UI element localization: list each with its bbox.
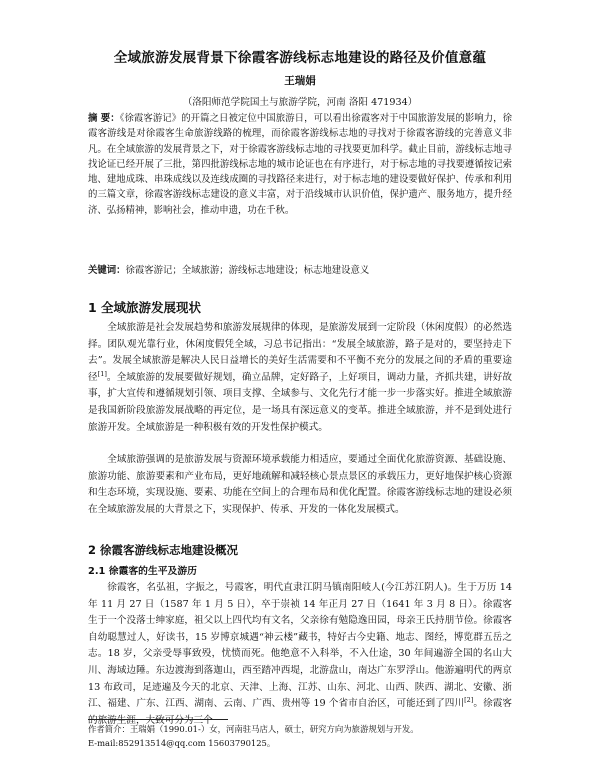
footnote-divider [88,719,228,720]
author-footnote [88,723,528,750]
abstract [88,111,512,218]
keywords [88,263,512,278]
paragraph-text: 全域旅游是社会发展趋势和旅游发展规律的体现，是旅游发展到一定阶段（休闲度假）的必然选择。团队观光靠行业，休闲度假凭全域，习总书记指出：“发展全域旅游，路子是对的，要坚持走下去”。发展全域旅游是解决人民日益增长的美好生活需要和不平衡不充分的发展之间的矛盾的重要途径 [88,322,512,383]
abstract-text: 《徐霞客游记》的开篇之日被定位中国旅游日，可以看出徐霞客对于中国旅游发展的影响力，徐霞客游线是对徐霞客生命旅游线路的梳理，而徐霞客游线标志地的寻找对于徐霞客游线的完善意义非凡。在全域旅游的发展背景之下，对于徐霞客游线标志地的寻找要更加科学。截止目前，游线标志地寻找论证已经开展了三批，第四批游线标志地的城市论证也在有序进行，对于标志地的寻找要遵循按记索地、建地成珠、串珠成线以及连线成圈的寻找路径来进行，对于标志地的建设要做好保护、传承和利用的三篇文章，徐霞客游线标志建设的意义丰富，对于沿线城市认识价值，保护遗产、服务地方，提升经济、弘扬精神，影响社会，推动申遗，功在千秋。 [88,113,513,216]
paragraph-text: 。全域旅游的发展要做好规划，确立品牌，定好路子，上好项目，调动力量，齐抓共建，讲好故事，扩大宣传和遵循规划引领、项目支撑、全域参与、文化先行才能一步一步落实好。推进全域旅游是我国新阶段旅游发展战略的再定位，是一场具有深远意义的变革。推进全域旅游，并不是到处进行旅游开发。全域旅游是一种积极有效的开发性保护模式。 [88,371,513,433]
subsection-2-1-heading: 2.1 徐霞客的生平及游历 [88,566,197,577]
section-1-paragraph-1 [88,320,512,436]
paragraph-text: 徐霞客，名弘祖，字振之，号霞客，明代直隶江阴马镇南阳岐人(今江苏江阴人)。生于万历 14 年 11 月 27 日（1587 年 1 月 5 日），卒于崇祯 14 年正月 27 日（1641 年 3 月 8 日）。徐霞客生于一个没落士绅家庭，祖父以上四代均有文名，父亲徐有勉隐逸田园，母亲王氏持朋节俭。徐霞客自幼聪慧过人，好读书，15 岁博京城遇“神云楼”藏书，特好古今史籍、地志、图经，博览群五岳之志。18 岁，父亲受辱事致殁，忧愤而死。他绝意不入科举，不入仕途，30 年间遍游全国的名山大川、海域边陲。东边渡海到落迦山，西至踏冲西堤，北游盘山，南达广东罗浮山。他游遍明代的两京 13 布政司，足迹遍及今天的北京、天津、上海、江苏、山东、河北、山西、陕西、湖北、安徽、浙江、福建、广东、江西、湖南、云南、广西、贵州等 19 个省市自治区，可能还到了四川 [88,582,512,710]
section-2-paragraph-1 [88,580,512,729]
section-1-heading: 1 全域旅游发展现状 [88,300,202,315]
section-1-paragraph-2: 全域旅游强调的是旅游发展与资源环境承载能力相适应，要通过全面优化旅游资源、基础设施、旅游功能、旅游要素和产业布局，更好地疏解和减轻核心景点景区的承载压力，更好地保护核心资源和生态环境，实现设施、要素、功能在空间上的合理布局和优化配置。徐霞客游线标志地的建设必须在全域旅游发展的大背景之下，实现保护、传承、开发的一体化发展模式。 [88,454,512,515]
keywords-label: 关键词： [88,265,126,276]
paper-title: 全域旅游发展背景下徐霞客游线标志地建设的路径及价值意蕴 [113,50,487,66]
author-affiliation: （洛阳师范学院国土与旅游学院，河南 洛阳 471934） [182,97,418,108]
citation: [2] [464,695,474,704]
footnote-author-bio: 作者简介：王瑞娟（1990.01-）女，河南驻马店人，硕士，研究方向为旅游规划与开发。 [88,724,419,734]
author-name: 王瑞娟 [284,75,316,87]
keywords-text: 徐霞客游记；全域旅游；游线标志地建设；标志地建设意义 [125,265,370,276]
citation: [1] [97,369,107,378]
section-2-heading: 2 徐霞客游线标志地建设概况 [88,543,239,557]
abstract-label: 摘 要： [88,113,120,124]
paragraph-text: 。徐霞客的旅游生涯，大致可分为三个 [88,698,512,726]
footnote-contact: E-mail:852913514@qq.com 15603790125。 [88,737,276,748]
